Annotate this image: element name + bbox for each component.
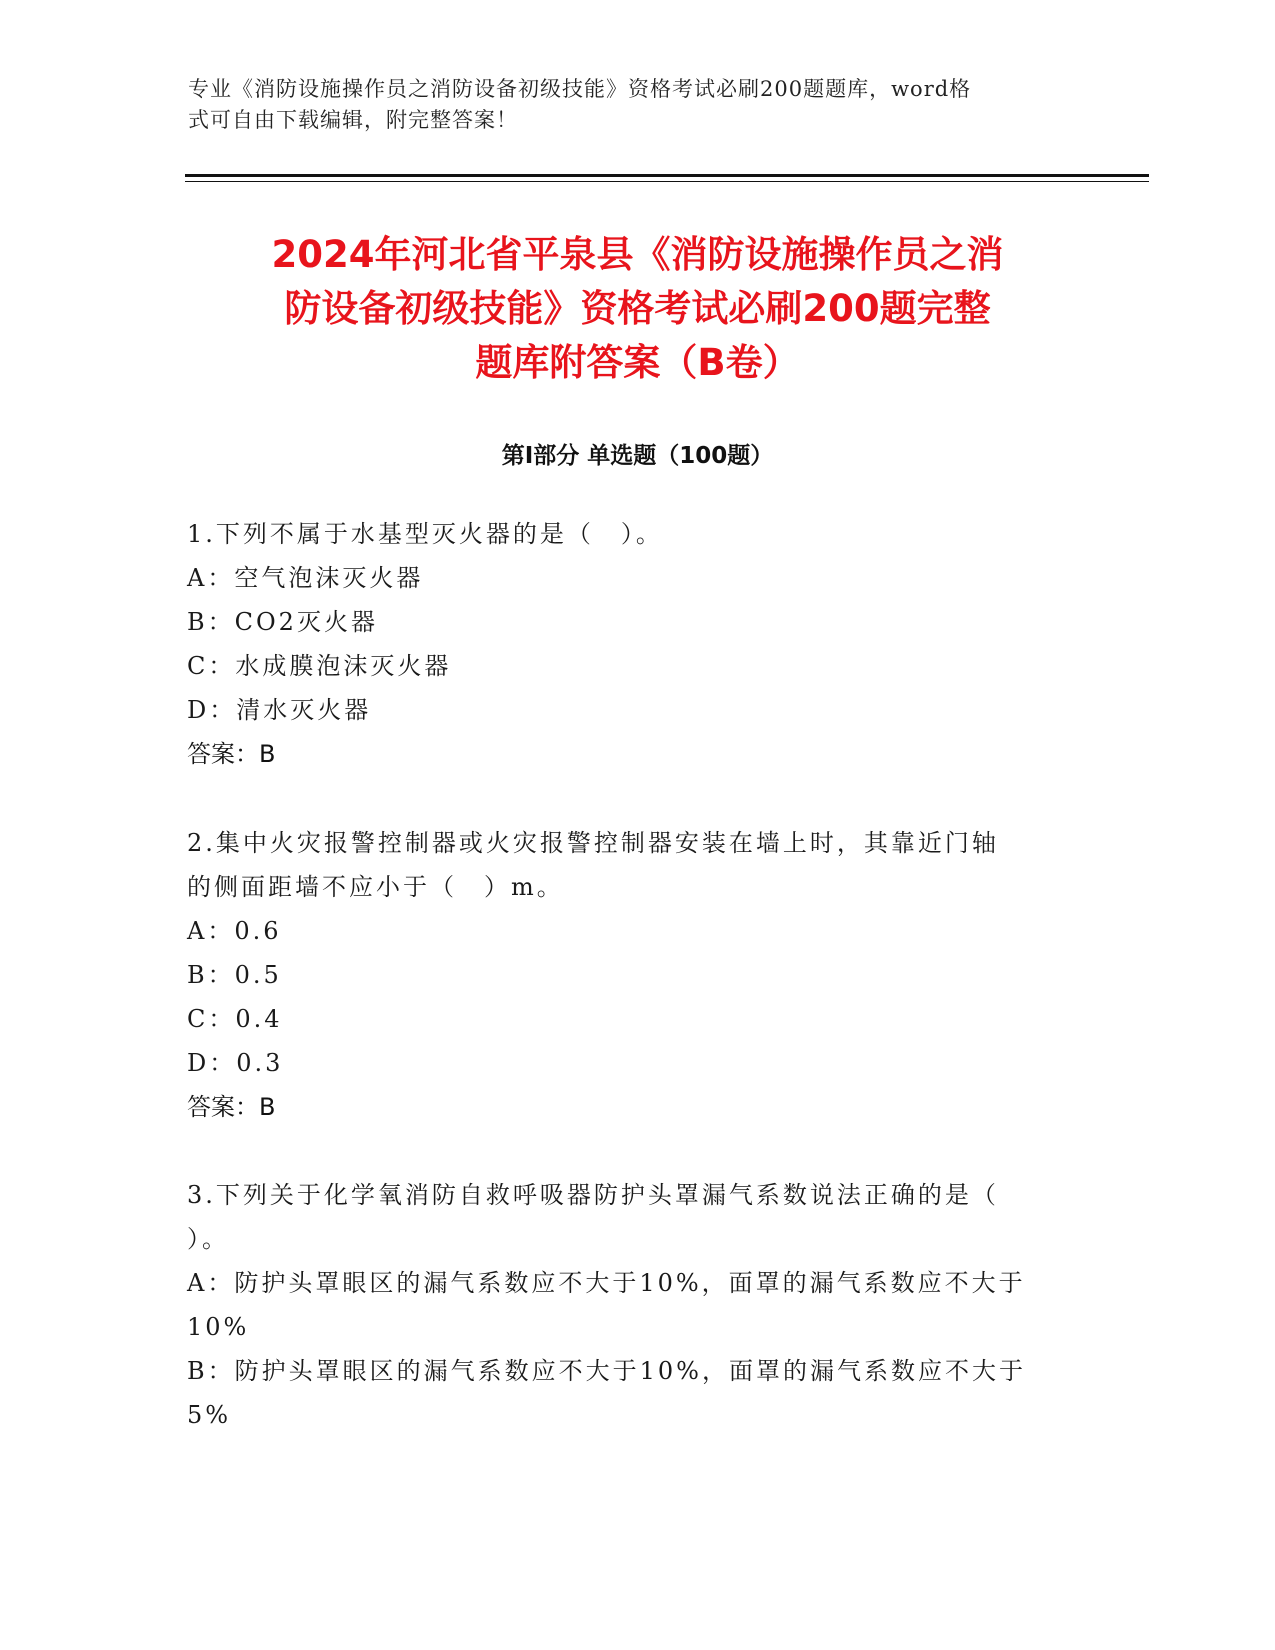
- document-title-line-3: 题库附答案（B卷）: [475, 341, 800, 384]
- question-2-option-d: D：0.3: [187, 1049, 284, 1077]
- question-1-option-c: C：水成膜泡沫灭火器: [187, 652, 452, 680]
- document-title-line-1: 2024年河北省平泉县《消防设施操作员之消: [271, 233, 1004, 276]
- question-3-option-a-line-2: 10%: [187, 1313, 250, 1341]
- question-2-answer: 答案：B: [187, 1093, 276, 1121]
- header-rule-thin: [185, 181, 1149, 182]
- question-2-option-c: C：0.4: [187, 1005, 283, 1033]
- header-note-line-1: 专业《消防设施操作员之消防设备初级技能》资格考试必刷200题题库，word格: [188, 77, 972, 101]
- header-note-line-2: 式可自由下载编辑，附完整答案！: [188, 108, 518, 132]
- question-2-stem-line-2: 的侧面距墙不应小于（ ）m。: [187, 873, 564, 901]
- section-title: 第Ⅰ部分 单选题（100题）: [501, 443, 774, 469]
- question-3-option-a-line-1: A：防护头罩眼区的漏气系数应不大于10%，面罩的漏气系数应不大于: [187, 1269, 1026, 1297]
- header-note: [188, 74, 1068, 136]
- header-rule-thick: [185, 174, 1149, 177]
- question-1-option-a: A：空气泡沫灭火器: [187, 564, 424, 592]
- question-3-option-b-line-2: 5%: [187, 1401, 232, 1429]
- question-1-answer: 答案：B: [187, 740, 276, 768]
- question-1-stem: 1.下列不属于水基型灭火器的是（ ）。: [187, 520, 663, 548]
- question-3-option-b-line-1: B：防护头罩眼区的漏气系数应不大于10%，面罩的漏气系数应不大于: [187, 1357, 1026, 1385]
- question-3-stem-line-2: ）。: [187, 1225, 229, 1253]
- document-title-line-2: 防设备初级技能》资格考试必刷200题完整: [284, 287, 991, 330]
- question-2-stem-line-1: 2.集中火灾报警控制器或火灾报警控制器安装在墙上时，其靠近门轴: [187, 829, 999, 857]
- question-3-stem-line-1: 3.下列关于化学氧消防自救呼吸器防护头罩漏气系数说法正确的是（: [187, 1181, 999, 1209]
- question-2-option-a: A：0.6: [187, 917, 282, 945]
- document-title: [175, 228, 1100, 390]
- question-1-option-b: B：CO2灭火器: [187, 608, 378, 636]
- question-1-option-d: D：清水灭火器: [187, 696, 372, 724]
- question-2-option-b: B：0.5: [187, 961, 282, 989]
